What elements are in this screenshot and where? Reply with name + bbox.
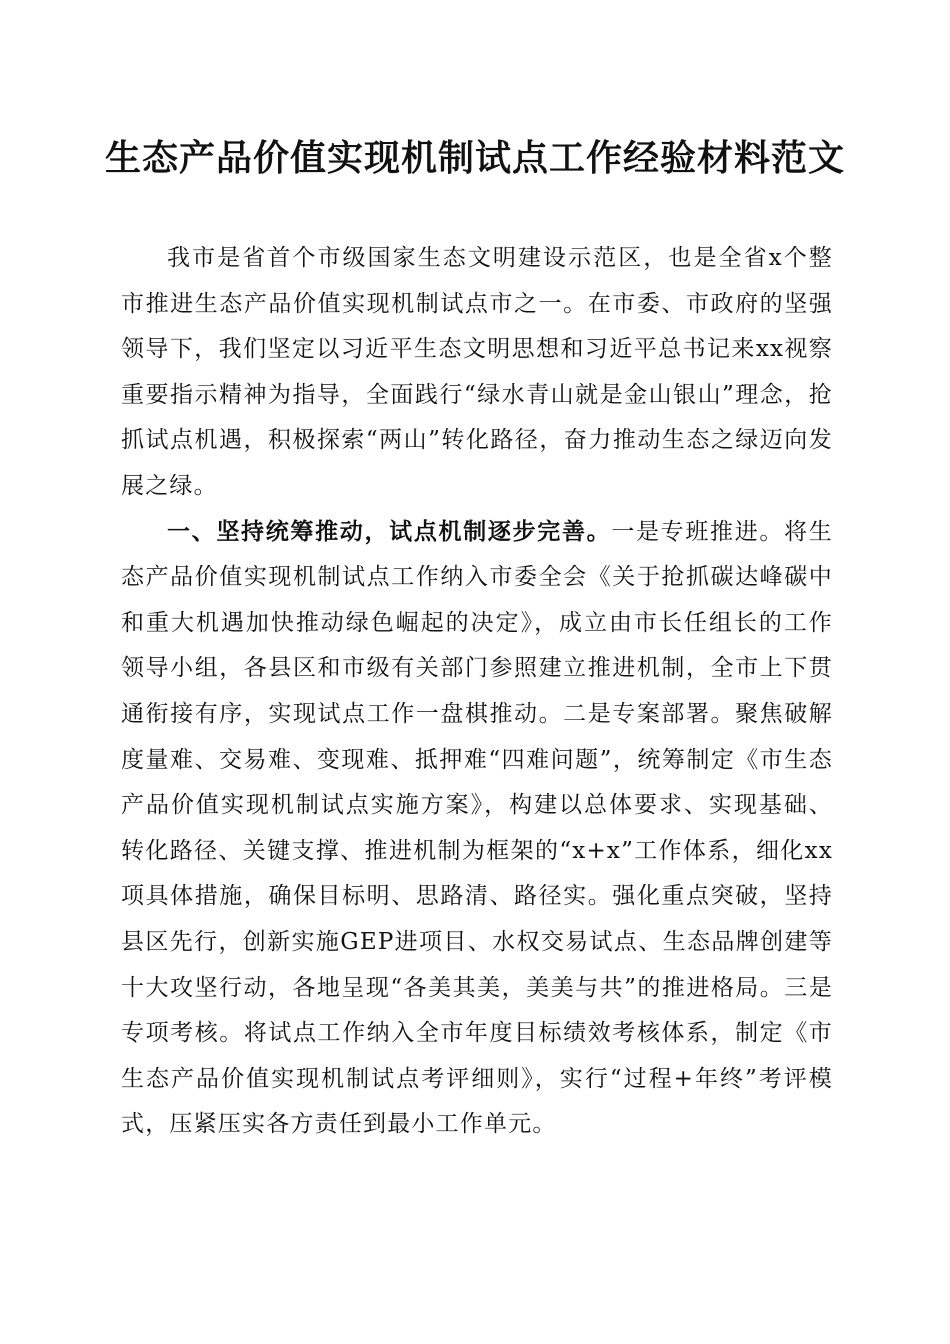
intro-paragraph [121, 236, 833, 510]
document-body [121, 236, 833, 1148]
section-one-paragraph [121, 510, 833, 1148]
intro-paragraph-text: 我市是省首个市级国家生态文明建设示范区，也是全省x个整市推进生态产品价值实现机制试点市之一。在市委、市政府的坚强领导下，我们坚定以习近平生态文明思想和习近平总书记来xx视察重要指示精神为指导，全面践行“绿水青山就是金山银山”理念，抢抓试点机遇，积极探索“两山”转化路径，奋力推动生态之绿迈向发展之绿。 [121, 245, 833, 499]
document-title: 生态产品价值实现机制试点工作经验材料范文 [104, 138, 845, 179]
section-one-text: 一是专班推进。将生态产品价值实现机制试点工作纳入市委全会《关于抢抓碳达峰碳中和重大机遇加快推动绿色崛起的决定》，成立由市长任组长的工作领导小组，各县区和市级有关部门参照建立推进机制，全市上下贯通衔接有序，实现试点工作一盘棋推动。二是专案部署。聚焦破解度量难、交易难、变现难、抵押难“四难问题”，统筹制定《市生态产品价值实现机制试点实施方案》，构建以总体要求、实现基础、转化路径、关键支撑、推进机制为框架的“x+x”工作体系，细化xx项具体措施，确保目标明、思路清、路径实。强化重点突破，坚持县区先行，创新实施GEP进项目、水权交易试点、生态品牌创建等十大攻坚行动，各地呈现“各美其美，美美与共”的推进格局。三是专项考核。将试点工作纳入全市年度目标绩效考核体系，制定《市生态产品价值实现机制试点考评细则》，实行“过程+年终”考评模式，压紧压实各方责任到最小工作单元。 [121, 518, 833, 1138]
section-one-heading: 一、坚持统筹推动，试点机制逐步完善。 [167, 518, 612, 545]
